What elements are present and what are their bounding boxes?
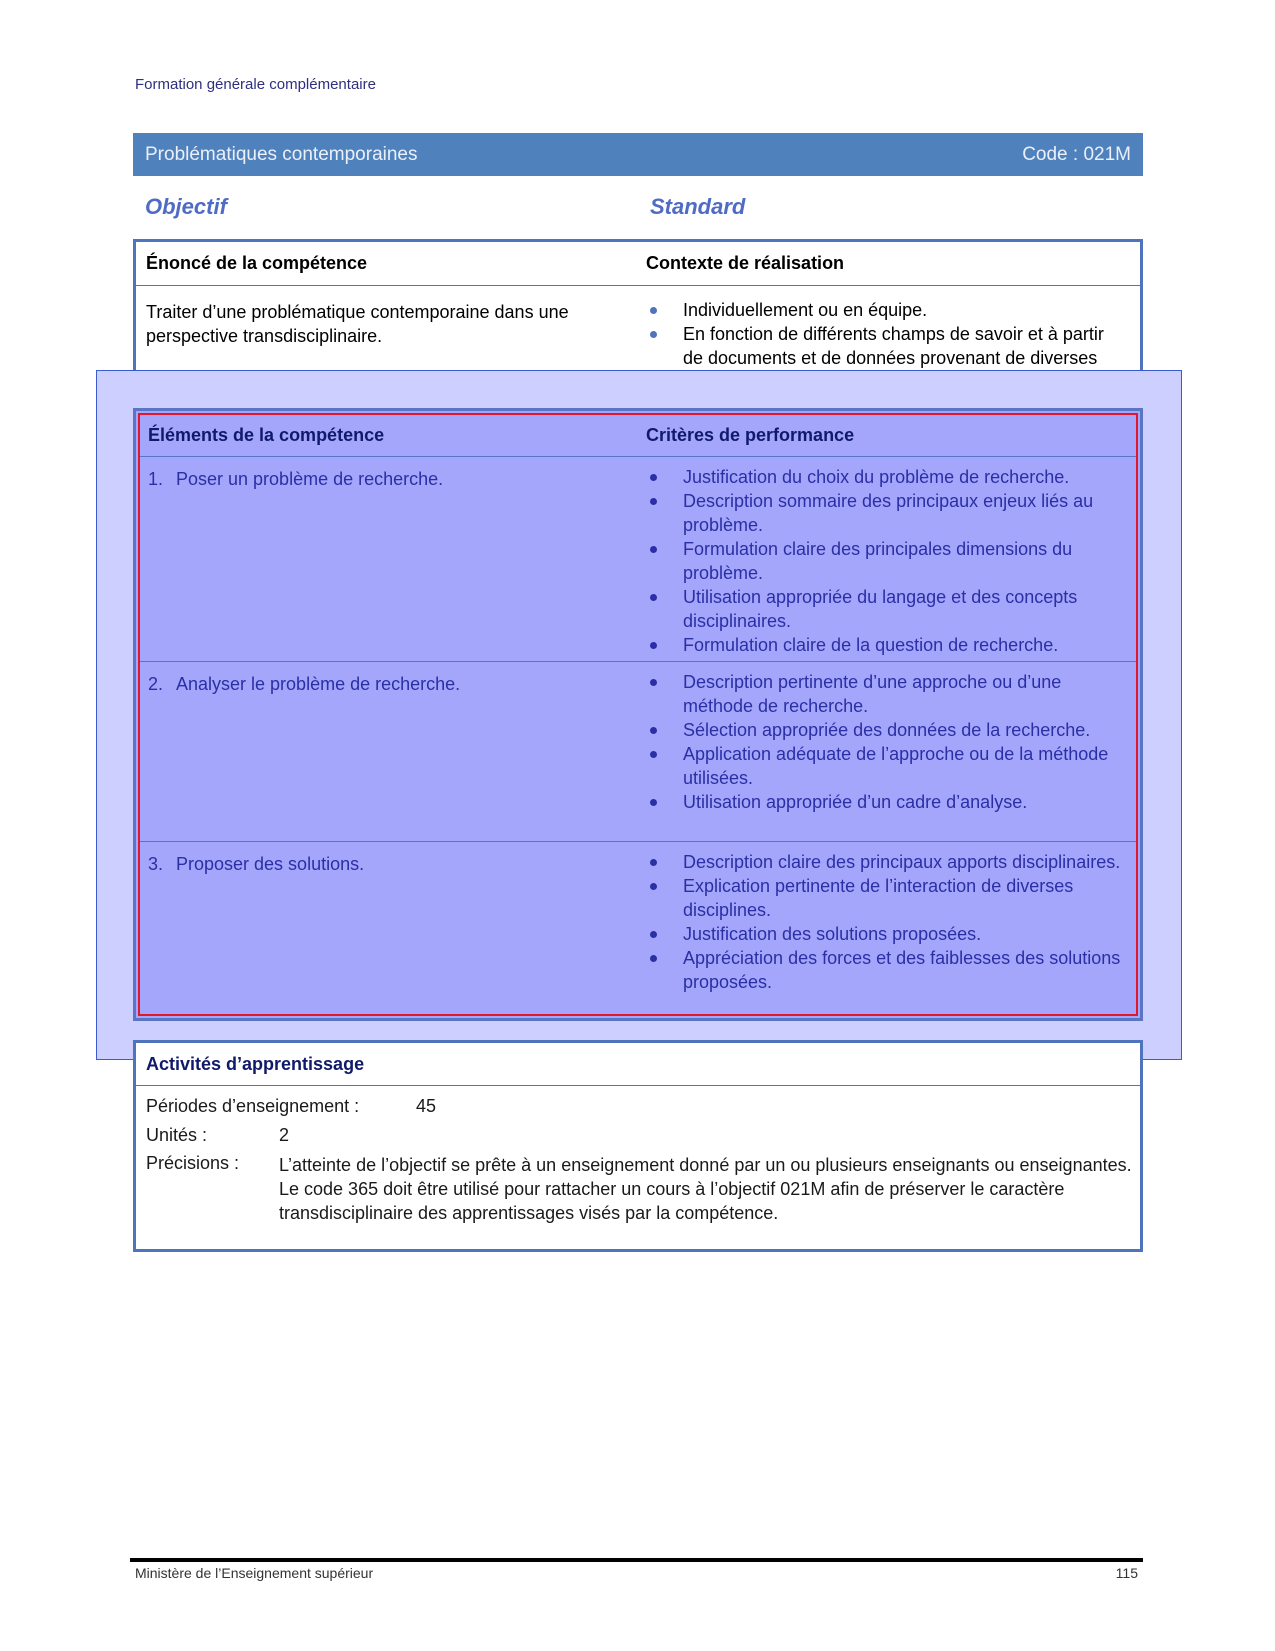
table-row [140, 842, 1136, 1017]
list-item: Utilisation appropriée d’un cadre d’analyse. [646, 790, 1126, 814]
table-row [140, 457, 1136, 662]
running-header: Formation générale complémentaire [135, 76, 376, 93]
periodes-line [146, 1096, 437, 1117]
unites-value: 2 [279, 1125, 290, 1145]
criteres-heading: Critères de performance [646, 425, 855, 445]
enonce-heading: Énoncé de la compétence [146, 253, 368, 273]
list-item: Description pertinente d’une approche ou d’une méthode de recherche. [646, 670, 1126, 718]
contexte-heading: Contexte de réalisation [646, 253, 845, 273]
bullet-icon [650, 799, 657, 806]
list-item: Justification des solutions proposées. [646, 922, 1126, 946]
elements-frame [138, 413, 1138, 1016]
elements-table [133, 408, 1143, 1021]
bullet-icon [650, 546, 657, 553]
bullet-icon [650, 307, 657, 314]
list-item: Formulation claire des principales dimensions du problème. [646, 537, 1126, 585]
elements-heading: Éléments de la compétence [148, 425, 385, 445]
list-item: Sélection appropriée des données de la recherche. [646, 718, 1126, 742]
precisions-label: Précisions : [146, 1153, 240, 1173]
unites-label: Unités : [146, 1125, 208, 1145]
list-item: Description sommaire des principaux enjeux liés au problème. [646, 489, 1126, 537]
precisions-text [279, 1153, 1139, 1225]
bullet-icon [650, 751, 657, 758]
precisions-paragraph: Le code 365 doit être utilisé pour rattacher un cours à l’objectif 021M afin de préserver le caractère transdisciplinaire des apprentissages visés par la compétence. [279, 1179, 1065, 1223]
list-item: Explication pertinente de l’interaction de diverses disciplines. [646, 874, 1126, 922]
elements-table-header [140, 415, 1136, 457]
criteres-list [646, 465, 1126, 657]
objectif-label: Objectif [145, 194, 227, 219]
enonce-table-header [136, 242, 1140, 286]
precisions-line [146, 1153, 239, 1174]
bullet-icon [650, 331, 657, 338]
list-item: Justification du choix du problème de recherche. [646, 465, 1126, 489]
course-title: Problématiques contemporaines [145, 143, 418, 165]
list-item: En fonction de différents champs de savoir et à partir de documents et de données provenant de diverses [646, 322, 1126, 394]
activites-heading: Activités d’apprentissage [146, 1053, 365, 1074]
activites-table-header [136, 1043, 1140, 1086]
standard-label: Standard [650, 194, 746, 219]
precisions-paragraph: L’atteinte de l’objectif se prête à un enseignement donné par un ou plusieurs enseignants ou enseignantes. [279, 1155, 1132, 1175]
unites-line [146, 1125, 290, 1146]
bullet-icon [650, 883, 657, 890]
list-item: Appréciation des forces et des faiblesses des solutions proposées. [646, 946, 1126, 994]
periodes-value: 45 [416, 1096, 437, 1116]
bullet-icon [650, 955, 657, 962]
course-code: Code : 021M [1022, 143, 1131, 165]
footer-ministry: Ministère de l’Enseignement supérieur [135, 1565, 374, 1581]
criteres-list [646, 670, 1126, 814]
list-item: Individuellement ou en équipe. [646, 298, 1126, 322]
activites-table [133, 1040, 1143, 1252]
bullet-icon [650, 931, 657, 938]
list-item: Application adéquate de l’approche ou de la méthode utilisées. [646, 742, 1126, 790]
enonce-text: Traiter d’une problématique contemporaine dans une perspective transdisciplinaire. [146, 302, 569, 346]
list-item: Utilisation appropriée du langage et des concepts disciplinaires. [646, 585, 1126, 633]
bullet-icon [650, 642, 657, 649]
element-item: 2. Analyser le problème de recherche. [148, 674, 461, 694]
element-item: 1. Poser un problème de recherche. [148, 469, 444, 489]
bullet-icon [650, 594, 657, 601]
list-item: Description claire des principaux apports disciplinaires. [646, 850, 1126, 874]
bullet-icon [650, 498, 657, 505]
periodes-label: Périodes d’enseignement : [146, 1096, 360, 1116]
bullet-icon [650, 679, 657, 686]
element-item: 3. Proposer des solutions. [148, 854, 365, 874]
footer-divider [130, 1558, 1143, 1562]
list-item: Formulation claire de la question de recherche. [646, 633, 1126, 657]
course-title-bar [133, 133, 1143, 176]
table-row [140, 662, 1136, 842]
bullet-icon [650, 859, 657, 866]
bullet-icon [650, 474, 657, 481]
section-labels [145, 194, 1135, 222]
page-number: 115 [1115, 1565, 1138, 1581]
bullet-icon [650, 727, 657, 734]
criteres-list [646, 850, 1126, 994]
